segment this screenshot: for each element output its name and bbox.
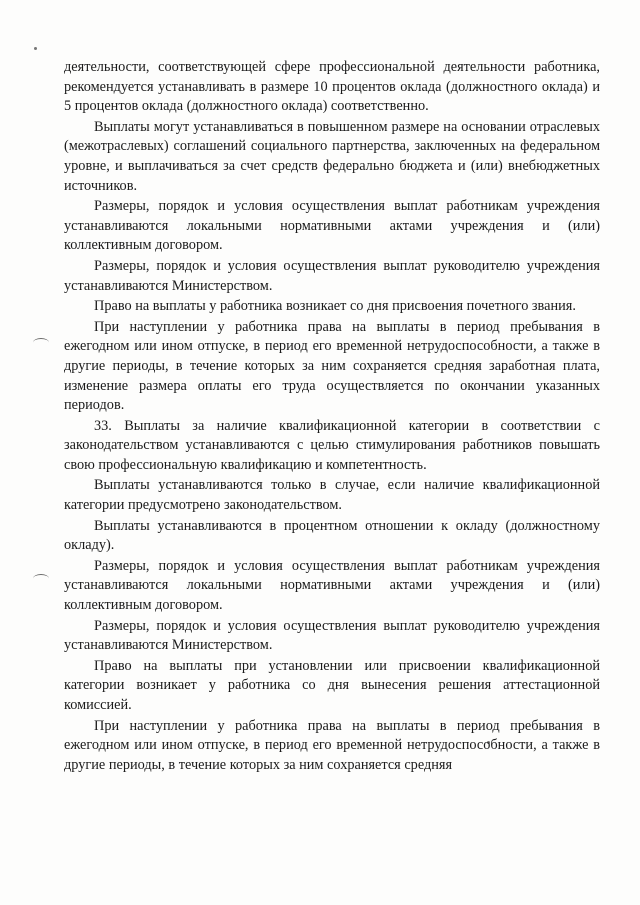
binding-hole-mark [33,574,49,583]
binding-hole-mark [33,338,49,347]
paragraph: Размеры, порядок и условия осуществления выплат работникам учреждения устанавливаются локальными нормативными актами учреждения и (или) коллективным договором. [64,557,600,614]
paragraph: Выплаты могут устанавливаться в повышенном размере на основании отраслевых (межотраслевых) соглашений социального партнерства, заключенных на федеральном уровне, и выплачиваться за счет средств федерально бюджета и (или) внебюджетных источников. [64,118,600,194]
paragraph: При наступлении у работника права на выплаты в период пребывания в ежегодном или ином отпуске, в период его временной нетрудоспособности, а также в другие периоды, в течение которых за ним сохраняется средняя заработная плата, изменение размера оплаты его труда осуществляется по окончании указанных периодов. [64,318,600,414]
paragraph: Размеры, порядок и условия осуществления выплат руководителю учреждения устанавливаются Министерством. [64,257,600,294]
paragraph-section-33: 33. Выплаты за наличие квалификационной категории в соответствии с законодательством устанавливаются с целью стимулирования работников повышать свою профессиональную квалификацию и компетентность. [64,417,600,473]
paragraph: деятельности, соответствующей сфере профессиональной деятельности работника, рекомендуется устанавливать в размере 10 процентов оклада (должностного оклада) и 5 процентов оклада (должностного оклада) соответственно. [64,59,600,115]
paragraph: Право на выплаты у работника возникает со дня присвоения почетного звания. [94,298,576,315]
paragraph: Размеры, порядок и условия осуществления выплат руководителю учреждения устанавливаются Министерством. [64,617,600,654]
paragraph: Размеры, порядок и условия осуществления выплат работникам учреждения устанавливаются локальными нормативными актами учреждения и (или) коллективным договором. [64,198,600,254]
scan-speck [34,47,37,50]
paragraph: При наступлении у работника права на выплаты в период пребывания в ежегодном или ином отпуске, в период его временной нетрудоспособности, а также в другие периоды, в течение которых за ним сохраняется средняя [64,717,600,773]
paragraph: Выплаты устанавливаются в процентном отношении к окладу (должностному окладу). [64,517,600,554]
document-body [64,58,600,776]
paragraph: Право на выплаты при установлении или присвоении квалификационной категории возникает у работника со дня вынесения решения аттестационной комиссией. [64,657,600,713]
paragraph: Выплаты устанавливаются только в случае, если наличие квалификационной категории предусмотрено законодательством. [64,477,600,514]
